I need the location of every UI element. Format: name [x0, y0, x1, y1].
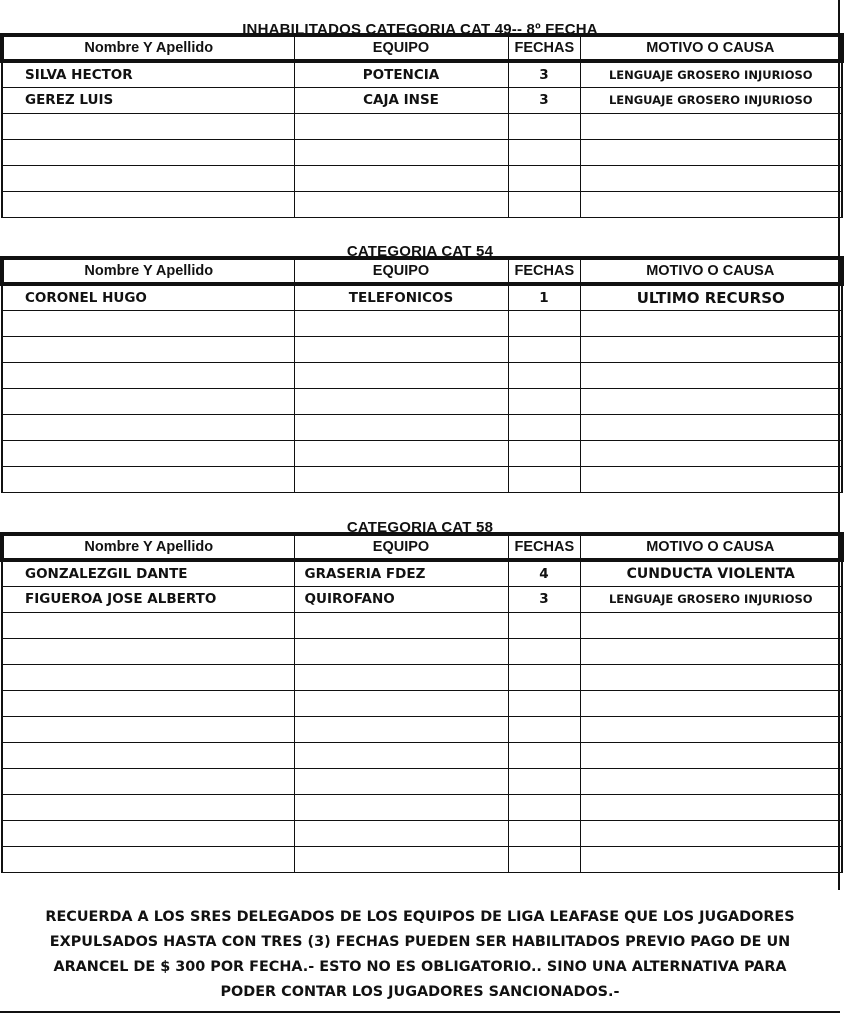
table-row — [2, 586, 842, 612]
header-name: Nombre Y Apellido — [2, 258, 294, 284]
sanction-reason: LENGUAJE GROSERO INJURIOSO — [580, 87, 842, 113]
header-team: EQUIPO — [294, 534, 508, 560]
notice-line: EXPULSADOS HASTA CON TRES (3) FECHAS PUEDEN SER HABILITADOS PREVIO PAGO DE UN — [49, 934, 791, 950]
empty-row — [2, 794, 842, 820]
empty-row — [2, 846, 842, 872]
sanction-dates: 3 — [508, 586, 580, 612]
sanction-reason: LENGUAJE GROSERO INJURIOSO — [580, 61, 842, 87]
notice-line: ARANCEL DE $ 300 POR FECHA.- ESTO NO ES OBLIGATORIO.. SINO UNA ALTERNATIVA PARA — [53, 959, 787, 975]
player-name: GEREZ LUIS — [2, 87, 294, 113]
header-team: EQUIPO — [294, 258, 508, 284]
player-team: POTENCIA — [294, 61, 508, 87]
sanction-reason: LENGUAJE GROSERO INJURIOSO — [580, 586, 842, 612]
empty-row — [2, 113, 842, 139]
table-row — [2, 560, 842, 586]
empty-row — [2, 414, 842, 440]
empty-row — [2, 310, 842, 336]
empty-row — [2, 690, 842, 716]
player-name: GONZALEZGIL DANTE — [2, 560, 294, 586]
sanction-reason: CUNDUCTA VIOLENTA — [580, 560, 842, 586]
empty-row — [2, 440, 842, 466]
notice-line: RECUERDA A LOS SRES DELEGADOS DE LOS EQUIPOS DE LIGA LEAFASE QUE LOS JUGADORES — [45, 909, 795, 925]
sanctions-table-cat-58 — [0, 532, 844, 873]
sanction-dates: 3 — [508, 61, 580, 87]
sanctions-table-cat-54 — [0, 256, 844, 493]
empty-row — [2, 362, 842, 388]
empty-row — [2, 638, 842, 664]
sanction-dates: 4 — [508, 560, 580, 586]
player-name: SILVA HECTOR — [2, 61, 294, 87]
sanction-dates: 1 — [508, 284, 580, 310]
table-row — [2, 87, 842, 113]
section-caption-cat-49: INHABILITADOS CATEGORIA CAT 49-- 8º FECHA — [242, 22, 598, 34]
player-team: GRASERIA FDEZ — [294, 560, 508, 586]
empty-row — [2, 165, 842, 191]
header-dates: FECHAS — [508, 534, 580, 560]
empty-row — [2, 820, 842, 846]
sanction-dates: 3 — [508, 87, 580, 113]
empty-row — [2, 388, 842, 414]
notice-line: PODER CONTAR LOS JUGADORES SANCIONADOS.- — [220, 984, 620, 1000]
empty-row — [2, 191, 842, 217]
header-reason: MOTIVO O CAUSA — [580, 258, 842, 284]
delegates-notice — [0, 905, 840, 1005]
empty-row — [2, 612, 842, 638]
empty-row — [2, 336, 842, 362]
header-dates: FECHAS — [508, 258, 580, 284]
table-header-row — [2, 534, 842, 560]
player-team: CAJA INSE — [294, 87, 508, 113]
section-caption-cat-54: CATEGORIA CAT 54 — [346, 244, 494, 256]
header-team: EQUIPO — [294, 35, 508, 61]
player-name: CORONEL HUGO — [2, 284, 294, 310]
table-row — [2, 284, 842, 310]
empty-row — [2, 466, 842, 492]
sanctions-table-cat-49 — [0, 33, 844, 218]
empty-row — [2, 716, 842, 742]
footer-divider — [0, 1011, 840, 1013]
player-name: FIGUEROA JOSE ALBERTO — [2, 586, 294, 612]
table-header-row — [2, 258, 842, 284]
table-row — [2, 61, 842, 87]
section-caption-cat-58: CATEGORIA CAT 58 — [346, 520, 494, 532]
table-header-row — [2, 35, 842, 61]
sanction-reason: ULTIMO RECURSO — [580, 284, 842, 310]
empty-row — [2, 139, 842, 165]
header-dates: FECHAS — [508, 35, 580, 61]
header-reason: MOTIVO O CAUSA — [580, 534, 842, 560]
empty-row — [2, 742, 842, 768]
empty-row — [2, 768, 842, 794]
player-team: QUIROFANO — [294, 586, 508, 612]
header-reason: MOTIVO O CAUSA — [580, 35, 842, 61]
header-name: Nombre Y Apellido — [2, 534, 294, 560]
player-team: TELEFONICOS — [294, 284, 508, 310]
empty-row — [2, 664, 842, 690]
header-name: Nombre Y Apellido — [2, 35, 294, 61]
